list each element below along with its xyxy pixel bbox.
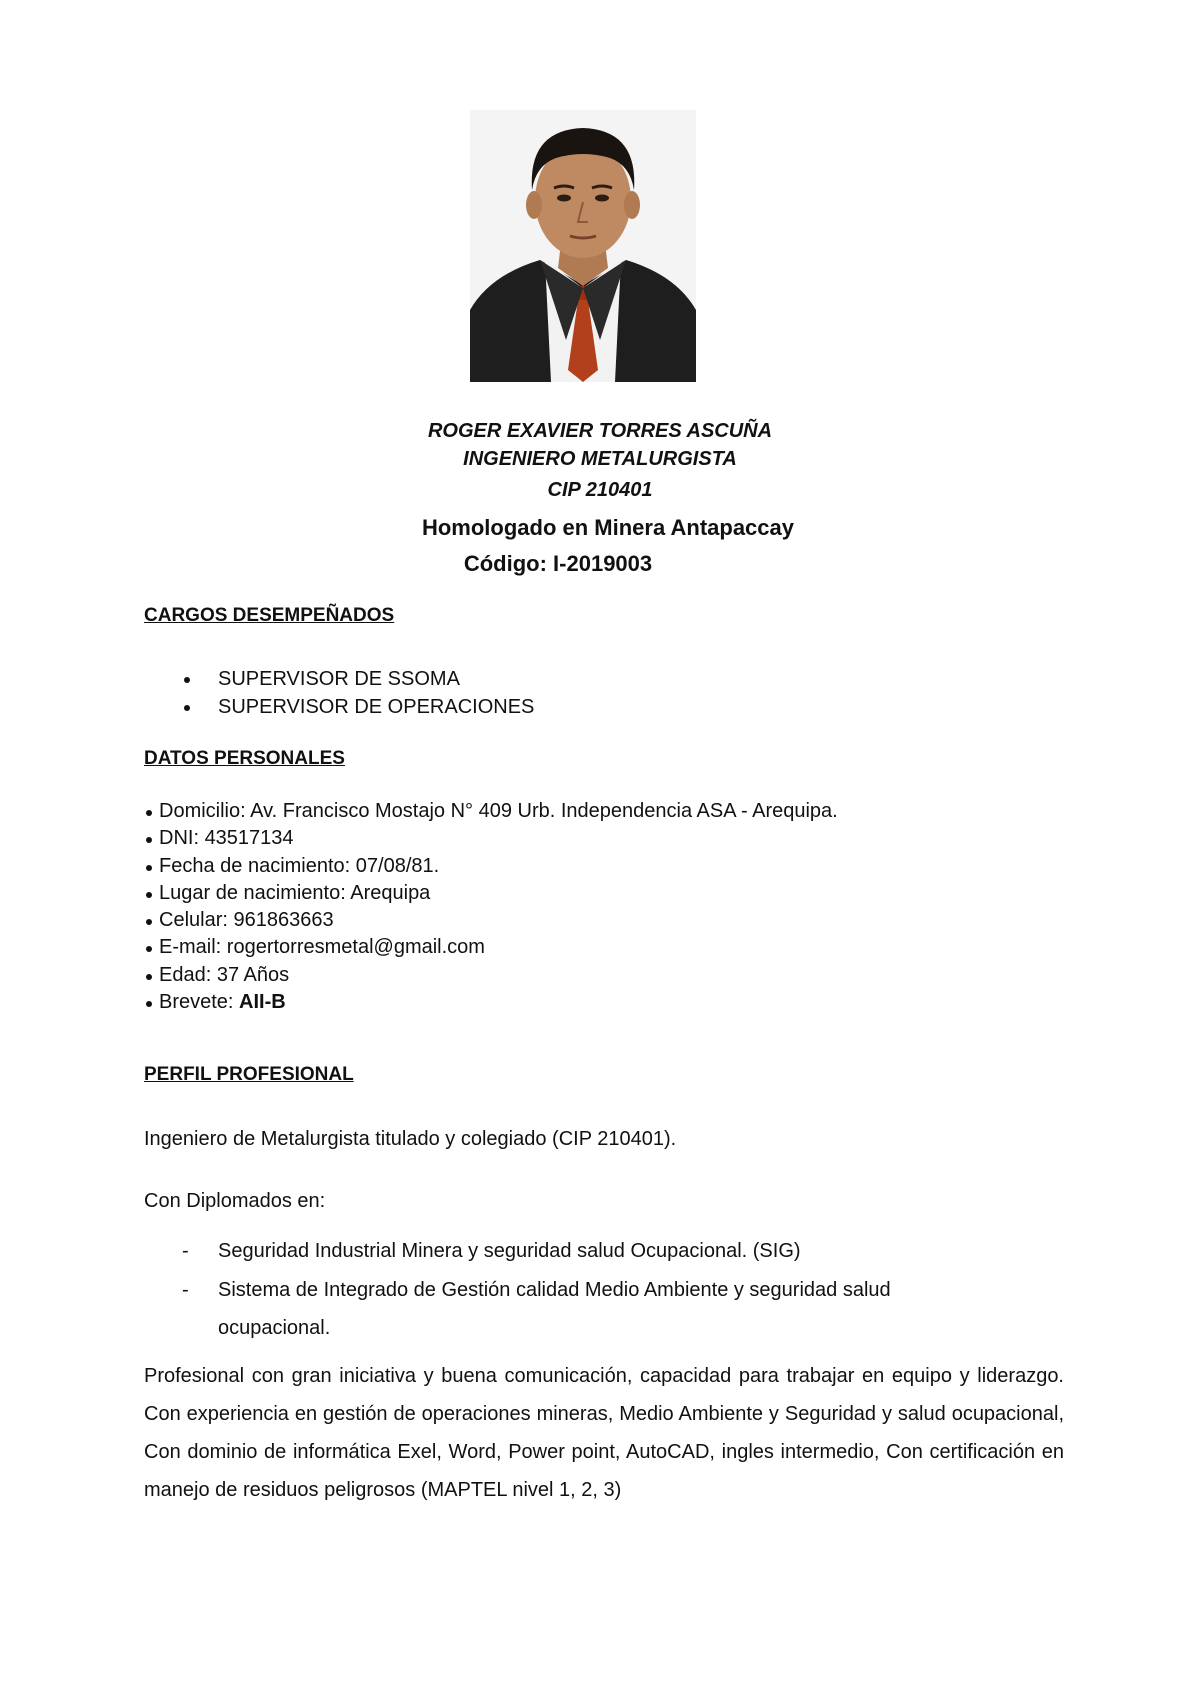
list-item: - Sistema de Integrado de Gestión calidad Medio Ambiente y seguridad salud ocupacional. xyxy=(180,1271,980,1347)
list-item xyxy=(144,907,838,934)
item-label: Fecha de nacimiento: xyxy=(159,854,356,877)
list-item xyxy=(144,798,838,825)
list-item xyxy=(144,962,838,989)
full-name: ROGER EXAVIER TORRES ASCUÑA xyxy=(427,420,773,442)
section-title-datos: DATOS PERSONALES xyxy=(144,748,345,769)
item-value: 37 Años xyxy=(216,963,290,986)
item-value: Arequipa xyxy=(350,881,431,904)
item-value: AII-B xyxy=(239,991,286,1014)
cip-number: CIP 210401 xyxy=(547,479,653,501)
item-label: Lugar de nacimiento: xyxy=(159,881,351,904)
item-value: Av. Francisco Mostajo N° 409 Urb. Independencia ASA - Arequipa. xyxy=(250,800,838,822)
item-label: E-mail: xyxy=(159,936,227,959)
section-title-cargos: CARGOS DESEMPEÑADOS xyxy=(144,605,395,626)
diplomas-intro: Con Diplomados en: xyxy=(144,1190,326,1212)
list-item xyxy=(144,989,838,1016)
item-value: 43517134 xyxy=(204,827,294,850)
list-item xyxy=(144,825,838,852)
profession: INGENIERO METALURGISTA xyxy=(463,448,737,470)
homologation-text: Homologado en Minera Antapaccay xyxy=(421,515,795,540)
list-item xyxy=(144,934,838,961)
list-item xyxy=(144,853,838,880)
section-title-perfil: PERFIL PROFESIONAL xyxy=(144,1064,354,1085)
homologation-block xyxy=(8,510,1200,582)
item-label: Celular: xyxy=(159,909,234,932)
list-item xyxy=(144,880,838,907)
perfil-intro: Ingeniero de Metalurgista titulado y colegiado (CIP 210401). xyxy=(144,1128,677,1150)
header xyxy=(0,417,1200,504)
datos-list xyxy=(144,798,838,1016)
list-item: SUPERVISOR DE SSOMA xyxy=(180,665,534,693)
homologation-code: Código: I-2019003 xyxy=(463,551,653,576)
list-item: SUPERVISOR DE OPERACIONES xyxy=(180,693,534,721)
perfil-summary: Profesional con gran iniciativa y buena comunicación, capacidad para trabajar en equipo y liderazgo. Con experiencia en gestión de operaciones mineras, Medio Ambiente y Seguridad y salud ocupacional, Con dominio de informática Exel, Word, Power point, AutoCAD, ingles intermedio, Con certificación en manejo de residuos peligrosos (MAPTEL nivel 1, 2, 3) xyxy=(144,1365,1064,1501)
item-value: 961863663 xyxy=(233,909,334,932)
item-value: rogertorresmetal@gmail.com xyxy=(226,936,485,959)
item-label: Edad: xyxy=(159,963,217,986)
list-item: - Seguridad Industrial Minera y seguridad salud Ocupacional. (SIG) xyxy=(180,1232,980,1270)
item-label: Domicilio: xyxy=(159,800,251,822)
profile-photo xyxy=(470,110,696,382)
item-label: Brevete: xyxy=(159,991,240,1014)
item-label: DNI: xyxy=(159,827,205,850)
item-value: 07/08/81. xyxy=(355,854,440,877)
diplomas-list xyxy=(180,1232,980,1348)
cargos-list xyxy=(180,665,534,721)
